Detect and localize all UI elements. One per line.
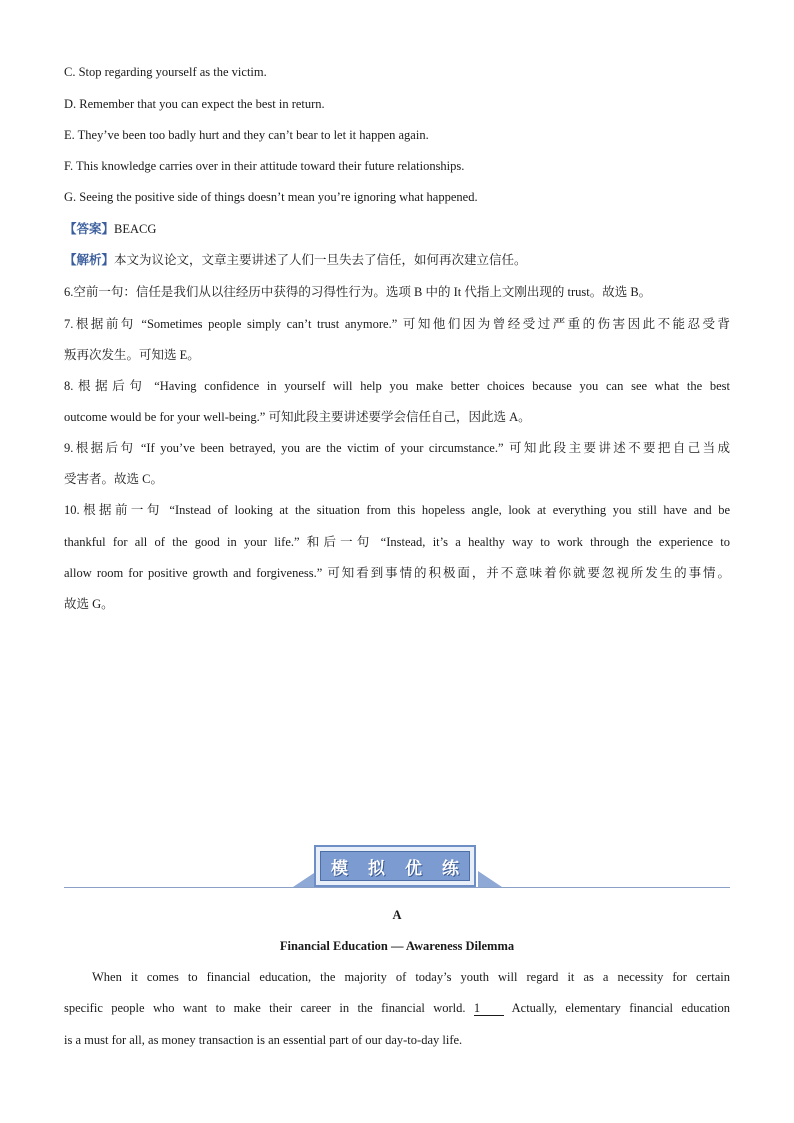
blank-1: 1 (474, 1001, 504, 1016)
answer-label: 【答案】 (64, 222, 115, 236)
explanation-9-line2: 受害者。故选 C。 (64, 472, 163, 486)
explanation-6: 6.空前一句：信任是我们从以往经历中获得的习得性行为。选项 B 中的 It 代指上文刚出现的 trust。故选 B。 (64, 285, 652, 299)
banner-box (314, 845, 476, 887)
explanation-10-line3: allow room for positive growth and forgiveness.” 可知看到事情的积极面，并不意味着你就要忽视所发生的事情。 (64, 566, 730, 580)
option-c: C. Stop regarding yourself as the victim. (64, 65, 267, 79)
passage-line-3: is a must for all, as money transaction is an essential part of our day-to-day life. (64, 1033, 463, 1047)
analysis-text: 本文为议论文，文章主要讲述了人们一旦失去了信任，如何再次建立信任。 (114, 253, 527, 267)
explanation-7-line2: 叛再次发生。可知选 E。 (64, 348, 200, 362)
passage-line-2-after: Actually, elementary financial education (511, 1001, 730, 1015)
explanation-7-line1: 7.根据前句 “Sometimes people simply can’t trust anymore.” 可知他们因为曾经受过严重的伤害因此不能忍受背 (64, 317, 730, 331)
analysis-label: 【解析】 (64, 253, 115, 267)
analysis-line (64, 250, 730, 270)
option-f: F. This knowledge carries over in their attitude toward their future relationships. (64, 159, 465, 173)
answer-line (64, 219, 730, 239)
explanation-8-line2: outcome would be for your well-being.” 可知此段主要讲述要学会信任自己，因此选 A。 (64, 410, 531, 424)
banner-char-2: 拟 (368, 858, 385, 879)
explanation-10-line2: thankful for all of the good in your life.” 和后一句 “Instead, it’s a healthy way to work through the experience to (64, 535, 730, 549)
passage-line-1: When it comes to financial education, the majority of today’s youth will regard it as a necessity for certain (92, 970, 730, 984)
option-e: E. They’ve been too badly hurt and they can’t bear to let it happen again. (64, 128, 429, 142)
explanation-8-line1: 8.根据后句 “Having confidence in yourself will help you make better choices because you can see what the best (64, 379, 730, 393)
section-banner (64, 845, 730, 891)
banner-char-3: 优 (405, 858, 422, 879)
banner-char-1: 模 (331, 858, 348, 879)
banner-char-4: 练 (442, 858, 459, 879)
explanation-9-line1: 9.根据后句 “If you’ve been betrayed, you are the victim of your circumstance.” 可知此段主要讲述不要把自己当成 (64, 441, 730, 455)
passage-line-2 (64, 998, 730, 1018)
explanation-10-line1: 10.根据前一句 “Instead of looking at the situation from this hopeless angle, look at everything you still have and be (64, 503, 730, 517)
banner-inner (320, 851, 470, 881)
explanation-10-line4: 故选 G。 (64, 597, 114, 611)
passage-title: Financial Education — Awareness Dilemma (279, 939, 515, 953)
section-letter: A (392, 908, 402, 922)
banner-right-wing (478, 871, 502, 887)
option-d: D. Remember that you can expect the best in return. (64, 97, 325, 111)
banner-divider (64, 887, 730, 888)
passage-line-2-before: specific people who want to make their career in the financial world. (64, 1001, 466, 1015)
option-g: G. Seeing the positive side of things doesn’t mean you’re ignoring what happened. (64, 190, 478, 204)
answer-text: BEACG (114, 222, 157, 236)
